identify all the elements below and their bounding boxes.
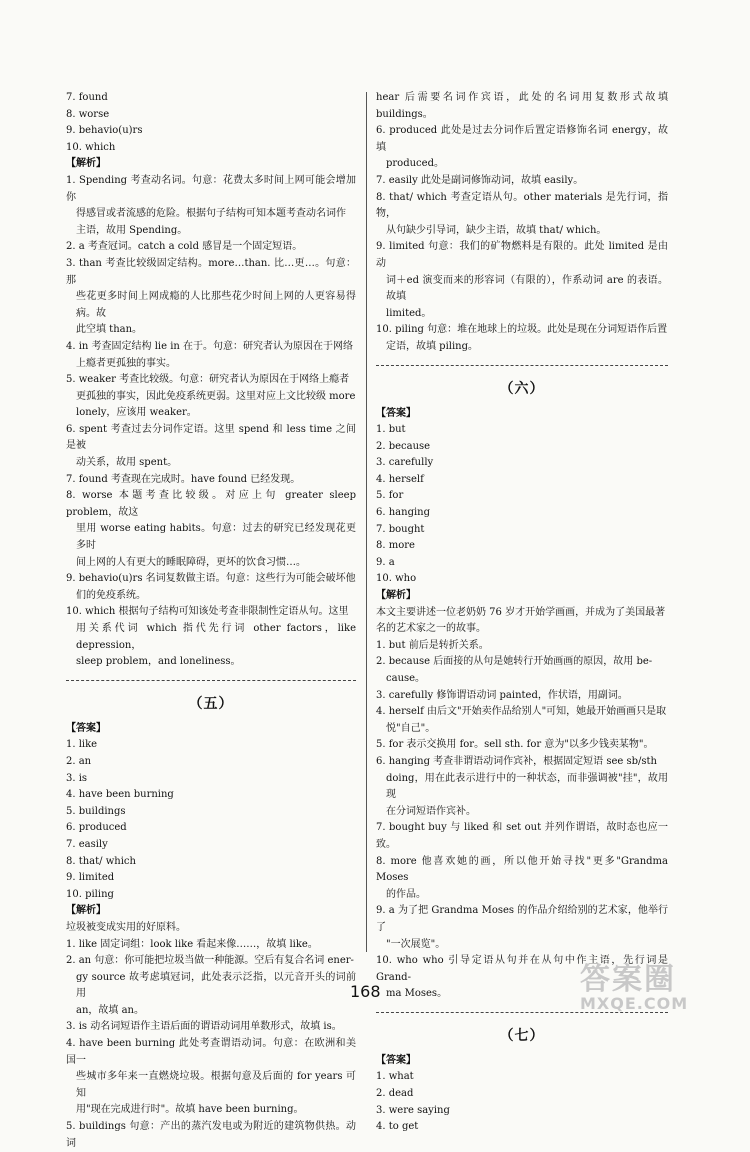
answer-item: 4. herself xyxy=(376,472,668,489)
analysis-intro: 本文主要讲述一位老奶奶 76 岁才开始学画画，并成为了美国最著 名的艺术家之一的故事。 xyxy=(376,605,668,638)
analysis-item: 5. buildings 句意：产出的蒸汽发电或为附近的建筑物供热。动词 xyxy=(66,1119,356,1152)
answer-item: 4. to get xyxy=(376,1119,668,1136)
analysis-item: 1. like 固定词组：look like 看起来像……，故填 like。 xyxy=(66,937,356,954)
section-title-5: （五） xyxy=(66,693,356,713)
analysis-item: 5. for 表示交换用 for。sell sth. for 意为"以多少钱卖某物"。 xyxy=(376,737,668,754)
analysis-item: 6. spent 考查过去分词作定语。这里 spend 和 less time 之间是被 动关系，故用 spent。 xyxy=(66,422,356,472)
answer-item: 10. who xyxy=(376,571,668,588)
answer-item: 6. hanging xyxy=(376,505,668,522)
section-title-7: （七） xyxy=(376,1025,668,1045)
analysis-item: 10. which 根据句子结构可知该处考查非限制性定语从句。这里 用关系代词 which 指代先行词 other factors，like depression， sleep problem，and loneliness。 xyxy=(66,604,356,670)
analysis-item: 9. a 为了把 Grandma Moses 的作品介绍给别的艺术家，他举行了 "一次展览"。 xyxy=(376,903,668,953)
answers-label: 【答案】 xyxy=(66,721,356,738)
analysis-item: 8. worse 本题考查比较级。对应上句 greater sleep problem，故这 里用 worse eating habits。句意：过去的研究已经发现花更多时 间上网的人有更大的睡眠障碍，更坏的饮食习惯…。 xyxy=(66,488,356,571)
answers-label: 【答案】 xyxy=(376,406,668,423)
answers-list xyxy=(66,737,356,903)
section-title-6: （六） xyxy=(376,378,668,398)
analysis-item: 4. have been burning 此处考查谓语动词。句意：在欧洲和美国一 些城市多年来一直燃烧垃圾。根据句意及后面的 for years 可知 用"现在完成进行时"。故填 have been burning。 xyxy=(66,1036,356,1119)
page-number: 168 xyxy=(350,982,381,1001)
answer-item: 5. for xyxy=(376,488,668,505)
analysis-item: 2. an 句意：你可能把垃圾当做一种能源。空后有复合名词 ener- gy source 故考虑填冠词，此处表示泛指，以元音开头的词前用 an，故填 an。 xyxy=(66,953,356,1019)
analysis-item: 7. found 考查现在完成时。have found 已经发现。 xyxy=(66,472,356,489)
analysis-list xyxy=(66,937,356,1152)
section-rule xyxy=(376,365,668,366)
answer-item: 3. is xyxy=(66,771,356,788)
analysis-item: 3. is 动名词短语作主语后面的谓语动词用单数形式，故填 is。 xyxy=(66,1019,356,1036)
left-column xyxy=(66,90,356,1152)
column-divider xyxy=(366,92,367,952)
analysis-item: 7. easily 此处是副词修饰动词，故填 easily。 xyxy=(376,173,668,190)
answers-list xyxy=(376,422,668,588)
analysis-item: hear 后需要名词作宾语，此处的名词用复数形式故填 buildings。 xyxy=(376,90,668,123)
analysis-item: 7. bought buy 与 liked 和 set out 并列作谓语，故时态也应一致。 xyxy=(376,820,668,853)
answer-item: 5. buildings xyxy=(66,804,356,821)
analysis-item: 3. than 考查比较级固定结构。more…than. 比…更…。句意：那 些花更多时间上网成瘾的人比那些花少时间上网的人更容易得病。故 此空填 than。 xyxy=(66,256,356,339)
analysis-item: 8. that/ which 考查定语从句。other materials 是先行词，指物， 从句缺少引导词，缺少主语，故填 that/ which。 xyxy=(376,190,668,240)
watermark-text: 答案圈 xyxy=(580,954,740,998)
answer-item: 1. but xyxy=(376,422,668,439)
analysis-label: 【解析】 xyxy=(66,156,356,173)
analysis-item: 6. hanging 考查非谓语动词作宾补，根据固定短语 see sb/sth doing，用在此表示进行中的一种状态，而非强调被"挂"，故用现 在分词短语作宾补。 xyxy=(376,754,668,820)
answer-item: 9. behavio(u)rs xyxy=(66,123,356,140)
answer-item: 9. limited xyxy=(66,870,356,887)
analysis-intro: 垃圾被变成实用的好原料。 xyxy=(66,920,356,937)
answer-item: 8. worse xyxy=(66,107,356,124)
analysis-list xyxy=(376,638,668,1003)
answer-item: 1. what xyxy=(376,1069,668,1086)
answer-item: 3. were saying xyxy=(376,1103,668,1120)
answer-item: 2. dead xyxy=(376,1086,668,1103)
answer-item: 7. easily xyxy=(66,837,356,854)
answer-item: 9. a xyxy=(376,555,668,572)
watermark-url: MXQE.COM xyxy=(580,994,740,1013)
analysis-item: 4. in 考查固定结构 lie in 在于。句意：研究者认为原因在于网络 上瘾者更孤独的事实。 xyxy=(66,339,356,372)
answer-item: 10. which xyxy=(66,140,356,157)
analysis-item: 3. carefully 修饰谓语动词 painted，作状语，用副词。 xyxy=(376,688,668,705)
answer-item: 10. piling xyxy=(66,887,356,904)
analysis-item: 10. who who 引导定语从句并在从句中作主语，先行词是 Grand- ma Moses。 xyxy=(376,953,668,1003)
analysis-item: 1. but 前后是转折关系。 xyxy=(376,638,668,655)
answer-item: 2. because xyxy=(376,439,668,456)
analysis-item: 9. behavio(u)rs 名词复数做主语。句意：这些行为可能会破坏他 们的免疫系统。 xyxy=(66,571,356,604)
section-rule xyxy=(66,680,356,681)
analysis-list xyxy=(66,173,356,671)
analysis-item: 10. piling 句意：堆在地球上的垃圾。此处是现在分词短语作后置 定语，故填 piling。 xyxy=(376,322,668,355)
analysis-item: 9. limited 句意：我们的矿物燃料是有限的。此处 limited 是由动 词＋ed 演变而来的形容词（有限的），作系动词 are 的表语。故填 limited。 xyxy=(376,239,668,322)
answer-item: 7. bought xyxy=(376,522,668,539)
answer-item: 2. an xyxy=(66,754,356,771)
answer-item: 6. produced xyxy=(66,820,356,837)
analysis-item: 2. a 考查冠词。catch a cold 感冒是一个固定短语。 xyxy=(66,239,356,256)
answer-item: 4. have been burning xyxy=(66,787,356,804)
watermark-logo xyxy=(580,954,740,1014)
answer-item: 7. found xyxy=(66,90,356,107)
answers-label: 【答案】 xyxy=(376,1053,668,1070)
answer-item: 1. like xyxy=(66,737,356,754)
analysis-item: 1. Spending 考查动名词。句意：花费太多时间上网可能会增加你 得感冒或者流感的危险。根据句子结构可知本题考查动名词作 主语，故用 Spending。 xyxy=(66,173,356,239)
analysis-item: 4. herself 由后文"开始卖作品给别人"可知，她最开始画画只是取 悦"自己"。 xyxy=(376,704,668,737)
analysis-item: 8. more 他喜欢她的画，所以他开始寻找"更多"Grandma Moses 的作品。 xyxy=(376,854,668,904)
answers-list xyxy=(376,1069,668,1135)
answer-item: 8. that/ which xyxy=(66,854,356,871)
analysis-item: 6. produced 此处是过去分词作后置定语修饰名词 energy，故填 produced。 xyxy=(376,123,668,173)
answers-tail xyxy=(66,90,356,156)
analysis-list xyxy=(376,90,668,356)
analysis-label: 【解析】 xyxy=(66,903,356,920)
analysis-item: 5. weaker 考查比较级。句意：研究者认为原因在于网络上瘾者 更孤独的事实，因此免疫系统更弱。这里对应上文比较级 more lonely，应该用 weaker。 xyxy=(66,372,356,422)
answer-item: 8. more xyxy=(376,538,668,555)
answer-item: 3. carefully xyxy=(376,455,668,472)
analysis-item: 2. because 后面接的从句是她转行开始画画的原因，故用 be- cause。 xyxy=(376,654,668,687)
analysis-label: 【解析】 xyxy=(376,588,668,605)
